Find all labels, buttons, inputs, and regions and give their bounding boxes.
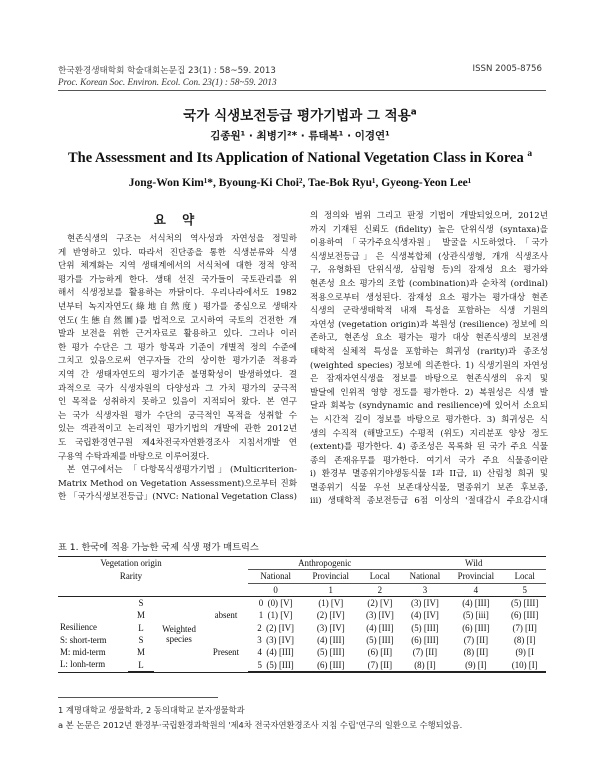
cell: (7) [II] (512, 622, 537, 633)
text-line: 지역 간 생태자연도의 평가기준 불명확성이 발생하였다. 결 (58, 369, 297, 380)
column-number: 4 (448, 583, 503, 596)
row-index: 2 (257, 622, 262, 633)
cell: (4) [IV] (411, 610, 439, 621)
cell: (6) [II] (367, 647, 393, 658)
text-line: Matrix Method on Vegetation Assessment)으로부터 진화 (58, 478, 297, 489)
text-line: 의 정의와 범위 그리고 판정 기법이 개발되었으며, 2012년 (310, 211, 548, 221)
footnote-affiliations: 1 계명대학교 생물학과, 2 동의대학교 분자생물학과 (58, 705, 245, 715)
text-line: 달과 회복능 (syndynamic and resilience)에 있어서 소요되 (310, 401, 548, 412)
subheader: Provincial (303, 570, 358, 583)
text-line: (weighted species) 정보에 의존한다. 1) 식생기원의 자연성 (310, 360, 548, 371)
abstract-right-paragraph (310, 210, 548, 509)
cell-value: (3) [IV] (266, 634, 294, 645)
column-number: 3 (401, 583, 448, 596)
header-rule (58, 90, 546, 91)
resilience-legend-s: S: short-term (60, 634, 107, 645)
text-line: 해서 식생정보를 활용하는 까닭이다. 우리나라에서도 1982 (58, 288, 297, 299)
column-number: 1 (303, 583, 358, 596)
resilience-code: M (137, 647, 145, 658)
table-row (58, 658, 546, 671)
header-wild: Wild (401, 557, 546, 570)
header-rarity: Rarity (119, 571, 143, 582)
table-row (58, 634, 546, 646)
table-row (58, 646, 546, 658)
text-line: 식생보전등급」은 식생복합체 (상관식생형, 개개 식생조사 (310, 251, 548, 262)
cell: (2) [IV] (316, 610, 345, 621)
title-korean (0, 104, 600, 124)
cell: (6) [III] (462, 622, 490, 633)
text-line: 은 잠재자연식생을 정보를 바탕으로 현존식생의 유지 및 (310, 374, 548, 385)
subheader: National (401, 570, 448, 583)
absent-label: absent (214, 610, 238, 621)
cell: (8) [I] (401, 658, 448, 671)
authors-korean: 김종원¹ · 최병기²* · 류태복¹ · 이경연¹ (210, 130, 390, 142)
column-number: 0 (248, 583, 303, 596)
table-caption: 표 1. 한국에 적용 가능한 국제 식생 평가 매트릭스 (58, 542, 259, 553)
cell: (9) [I] (448, 658, 503, 671)
row-index: 1 (258, 610, 264, 621)
table-row (58, 596, 546, 609)
cell: (5) [III] (317, 647, 345, 658)
text-line: 는 시간적 길이 정보를 바탕으로 평가한다. 3) 희귀성은 식 (310, 414, 548, 425)
abstract-left-paragraph-1 (58, 233, 297, 464)
text-line: 본 연구에서는 「다항목식생평가기법」(Multicriterion- (67, 465, 297, 476)
title-english-sup: a (527, 149, 533, 160)
subheader: Local (358, 570, 401, 583)
cell: (4) [III] (462, 598, 490, 609)
weighted-line-2: species (166, 634, 192, 645)
resilience-code: S (138, 598, 144, 609)
cell: (1) [V] (318, 598, 344, 609)
text-line: 까지 기재된 신뢰도 (fidelity) 높은 단위식생 (syntaxa)을 (310, 224, 548, 235)
cell (248, 658, 303, 671)
cell: (5) [iii] (462, 610, 489, 621)
issn: ISSN 2005-8756 (472, 64, 542, 74)
text-line: 도 국립환경연구원 제4차전국자연환경조사 지침서개발 연 (58, 437, 297, 448)
text-line: 구, 유형화된 단위식생, 삼림형 등)의 잠재성 요소 평가와 (310, 265, 548, 276)
cell-value: (1) [V] (267, 610, 293, 621)
title-english (0, 150, 600, 167)
text-line: 있는 객관적이고 논리적인 평가기법의 개발에 관한 2012년 (58, 424, 297, 435)
cell: (10) [I] (503, 658, 546, 671)
cell: (2) [V] (367, 598, 393, 609)
header-anthropogenic: Anthropogenic (248, 557, 401, 570)
resilience-code: M (137, 610, 145, 621)
cell-value: (2) [IV] (266, 622, 294, 633)
text-line: 태학적 실체적 특성을 포함하는 희귀성 (rarity)과 종조성 (310, 346, 548, 357)
cell: (4) [III] (317, 634, 345, 645)
row-index: 5 (257, 659, 262, 670)
text-line: 년부터 녹지자연도(綠地自然度) 평가를 중심으로 생태자 (58, 301, 297, 312)
cell: (5) [III] (411, 622, 439, 633)
abstract-right-column (310, 210, 548, 509)
cell: (7) [II] (412, 647, 438, 658)
resilience-legend (58, 621, 128, 671)
cell (248, 596, 303, 609)
text-line: 종의 존재유무를 평가한다. 여기서 국가 주요 식물종이란 (310, 455, 548, 466)
resilience-code: S (138, 634, 144, 645)
text-line: 현존식생의 구조는 서식처의 역사성과 자연성을 정밀하 (67, 234, 297, 244)
text-line: 자연성 (vegetation origin)과 복원성 (resilience) 정보에 의 (310, 319, 548, 330)
cell (248, 621, 303, 633)
subheader: National (248, 570, 303, 583)
text-line: i) 환경부 멸종위기야생동식물 I과 II급, ii) 산림청 희귀 및 (310, 469, 548, 480)
text-line: 연도(生態自然圖)를 법적으로 고시하여 국토의 건전한 개 (58, 315, 297, 326)
text-line: 는 국가 식생자원 평가 수단의 궁극적인 목적을 성취할 수 (58, 410, 297, 421)
cell: (6) [III] (303, 658, 358, 671)
journal-header-en: Proc. Korean Soc. Environ. Ecol. Con. 23(1) : 58~59. 2013 (58, 77, 277, 87)
title-english-text: The Assessment and Its Application of National Vegetation Class in Korea (67, 150, 524, 166)
cell-value: (5) [III] (266, 659, 294, 670)
cell: (3) [IV] (411, 598, 439, 609)
text-line: 한 「국가식생보전등급」(NVC: National Vegetation Class) (58, 492, 297, 503)
text-line: 이용하여 「국가주요식생자원」 발굴을 시도하였다. 「국가 (310, 238, 548, 249)
header-vegetation-origin: Vegetation origin (58, 557, 204, 570)
row-index: 3 (257, 634, 262, 645)
weighted-species-label (154, 596, 204, 671)
cell-value: (4) [III] (266, 647, 294, 658)
row-index: 4 (257, 647, 262, 658)
table-row (58, 621, 546, 633)
cell: (8) [I] (513, 634, 536, 645)
text-line: 단위 체계화는 지역 생태계에서의 서식처에 대한 정적 양적 (58, 261, 297, 272)
cell: (6) [III] (411, 634, 439, 645)
text-line: 적용으로부터 생성된다. 잠재성 요소 평가는 평가대상 현존 (310, 292, 548, 303)
cell (248, 634, 303, 646)
title-korean-text: 국가 식생보전등급 평가기법과 그 적용 (183, 108, 411, 124)
cell: (8) [II] (463, 647, 489, 658)
text-line: 현존성 요소 평가의 조합 (combination)과 순차적 (ordinal) (310, 278, 548, 289)
text-line: (extent)를 평가한다. 4) 종조성은 목록화 된 국가 주요 식물 (310, 442, 548, 453)
resilience-legend-l: L: lonh-term (60, 659, 106, 670)
subheader: Local (503, 570, 546, 583)
column-number: 2 (358, 583, 401, 596)
vegetation-matrix-table (58, 556, 546, 673)
text-line: 식생의 군락생태학적 내재 특성을 포함하는 식생 기원의 (310, 306, 548, 317)
cell: (7) [II] (358, 658, 401, 671)
text-line: 존하고, 현존성 요소 평가는 평가 대상 현존식생의 보전생 (310, 333, 548, 344)
cell: (6) [III] (511, 610, 539, 621)
text-line: 구용역 수탁과제를 바탕으로 이루어졌다. (58, 451, 210, 462)
text-line: 인 목적을 성취하지 못하고 있음이 지적되어 왔다. 본 연구 (58, 397, 297, 408)
weighted-line-1: Weighted (162, 624, 196, 635)
cell-value: (0) [V] (267, 598, 293, 609)
abstract-heading: 요 약 (153, 212, 201, 227)
cell: (5) [III] (511, 598, 539, 609)
text-line: iii) 생태학적 종보전등급 6점 이상의 '절대감시 주요감시대 (310, 496, 548, 507)
text-line: 게 반영하고 있다. 따라서 진단종을 통한 식생분류와 식생 (58, 247, 297, 258)
cell: (9) [I (515, 647, 534, 658)
footnote-funding: a 본 논문은 2012년 환경부·국립환경과학원의 '제4차 전국자연환경조사 지침 수립'연구의 일환으로 수행되었음. (58, 720, 463, 730)
text-line: 과적으로 국가 식생자원의 다양성과 그 가치 평가의 궁극적 (58, 383, 297, 394)
text-line: 평가를 가능하게 한다. 생태 선진 국가들이 국토관리를 위 (58, 274, 297, 285)
column-number: 5 (503, 583, 546, 596)
row-index: 0 (258, 598, 264, 609)
cell: (4) [III] (366, 622, 394, 633)
resilience-legend-title: Resilience (60, 622, 97, 633)
cell: (7) [II] (463, 634, 489, 645)
subheader: Provincial (448, 570, 503, 583)
abstract-left-column (58, 233, 297, 505)
text-line: 멸종위기 식물 우선 보존대상식물, 멸종위기 보존 후보종, (310, 482, 548, 493)
text-line: 발달에 인위적 영향 정도를 평가한다. 2) 복원성은 식생 발 (310, 387, 548, 398)
resilience-code: L (138, 622, 144, 633)
cell: (3) [IV] (365, 610, 394, 621)
title-korean-sup: a (410, 107, 417, 118)
text-line: 그치고 있음으로써 연구자들 간의 상이한 평가기준 적용과 (58, 356, 297, 367)
cell: (3) [IV] (316, 622, 345, 633)
text-line: 한 평가 수단은 그 평가 항목과 기준이 개별적 정의 수준에 (58, 342, 297, 353)
abstract-left-paragraph-2 (58, 464, 297, 505)
cell (248, 609, 303, 621)
cell: (5) [III] (366, 634, 394, 645)
cell (248, 646, 303, 658)
table-row (58, 609, 546, 621)
text-line: 발과 보전을 위한 근거자료로 활용하고 있다. 그러나 이러 (58, 329, 297, 340)
resilience-code: L (128, 658, 154, 671)
journal-header-ko: 한국환경생태학회 학술대회논문집 23(1) : 58~59. 2013 (58, 66, 276, 76)
present-label: Present (212, 647, 240, 658)
resilience-legend-m: M: mid-term (60, 647, 106, 658)
authors-english: Jong-Won Kim¹*, Byoung-Ki Choi², Tae-Bok Ryu¹, Gyeong-Yeon Lee¹ (128, 177, 472, 189)
footnote-rule (58, 697, 218, 698)
text-line: 생의 수직적 (해발고도) 수평적 (위도) 지리분포 양상 정도 (310, 428, 548, 439)
